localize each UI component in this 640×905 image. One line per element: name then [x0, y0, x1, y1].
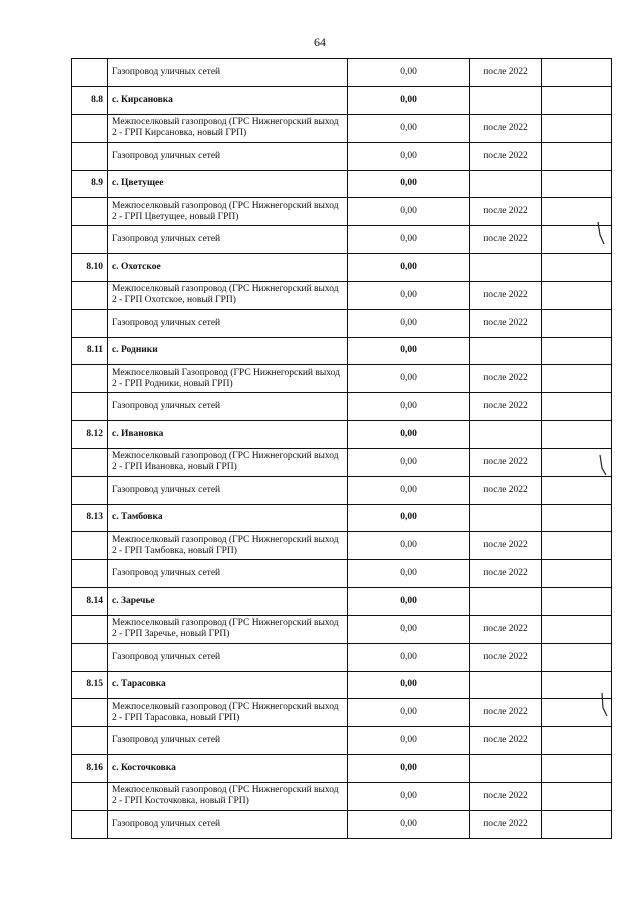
- row-name: Газопровод уличных сетей: [108, 727, 348, 755]
- row-empty-cell: [542, 699, 612, 727]
- row-value: 0,00: [348, 810, 470, 838]
- row-empty-cell: [542, 254, 612, 282]
- row-empty-cell: [542, 448, 612, 476]
- row-name: Межпоселковый Газопровод (ГРС Нижнегорский выход 2 - ГРП Родники, новый ГРП): [108, 365, 348, 393]
- row-number: 8.11: [72, 337, 108, 365]
- row-value: 0,00: [348, 504, 470, 532]
- table-row: [72, 59, 612, 87]
- row-value: 0,00: [348, 170, 470, 198]
- row-name: Межпоселковый газопровод (ГРС Нижнегорский выход 2 - ГРП Цветущее, новый ГРП): [108, 198, 348, 226]
- table-body: [72, 59, 612, 839]
- row-name: с. Ивановка: [108, 421, 348, 449]
- row-name: Газопровод уличных сетей: [108, 810, 348, 838]
- row-value: 0,00: [348, 588, 470, 616]
- row-number: [72, 226, 108, 254]
- row-value: 0,00: [348, 671, 470, 699]
- row-term: после 2022: [470, 226, 542, 254]
- table-row: [72, 476, 612, 504]
- row-name: Межпоселковый газопровод (ГРС Нижнегорский выход 2 - ГРП Косточковка, новый ГРП): [108, 782, 348, 810]
- row-empty-cell: [542, 365, 612, 393]
- row-term: после 2022: [470, 560, 542, 588]
- row-empty-cell: [542, 226, 612, 254]
- table-row: [72, 699, 612, 727]
- row-value: 0,00: [348, 560, 470, 588]
- table-row: [72, 393, 612, 421]
- row-term: [470, 504, 542, 532]
- row-number: [72, 532, 108, 560]
- section-row: [72, 755, 612, 783]
- table-row: [72, 142, 612, 170]
- row-term: [470, 421, 542, 449]
- table-row: [72, 226, 612, 254]
- row-empty-cell: [542, 309, 612, 337]
- row-value: 0,00: [348, 532, 470, 560]
- row-term: после 2022: [470, 281, 542, 309]
- row-term: [470, 87, 542, 115]
- row-value: 0,00: [348, 755, 470, 783]
- row-term: [470, 170, 542, 198]
- row-value: 0,00: [348, 114, 470, 142]
- table-row: [72, 114, 612, 142]
- row-number: [72, 615, 108, 643]
- row-empty-cell: [542, 476, 612, 504]
- row-number: 8.15: [72, 671, 108, 699]
- row-value: 0,00: [348, 782, 470, 810]
- row-term: после 2022: [470, 699, 542, 727]
- row-empty-cell: [542, 643, 612, 671]
- row-number: [72, 114, 108, 142]
- row-term: [470, 337, 542, 365]
- row-number: 8.16: [72, 755, 108, 783]
- row-empty-cell: [542, 114, 612, 142]
- row-term: [470, 254, 542, 282]
- row-name: Межпоселковый газопровод (ГРС Нижнегорский выход 2 - ГРП Кирсановка, новый ГРП): [108, 114, 348, 142]
- row-number: [72, 142, 108, 170]
- row-value: 0,00: [348, 476, 470, 504]
- row-term: после 2022: [470, 142, 542, 170]
- row-value: 0,00: [348, 87, 470, 115]
- row-number: 8.10: [72, 254, 108, 282]
- section-row: [72, 254, 612, 282]
- row-term: после 2022: [470, 309, 542, 337]
- row-value: 0,00: [348, 226, 470, 254]
- row-number: [72, 699, 108, 727]
- row-empty-cell: [542, 504, 612, 532]
- table-row: [72, 532, 612, 560]
- row-value: 0,00: [348, 393, 470, 421]
- row-name: с. Кирсановка: [108, 87, 348, 115]
- row-name: Межпоселковый газопровод (ГРС Нижнегорский выход 2 - ГРП Охотское, новый ГРП): [108, 281, 348, 309]
- table-row: [72, 448, 612, 476]
- row-number: [72, 476, 108, 504]
- row-number: [72, 782, 108, 810]
- row-term: после 2022: [470, 114, 542, 142]
- row-value: 0,00: [348, 142, 470, 170]
- table-row: [72, 560, 612, 588]
- row-empty-cell: [542, 782, 612, 810]
- row-name: Газопровод уличных сетей: [108, 142, 348, 170]
- row-number: 8.14: [72, 588, 108, 616]
- row-term: после 2022: [470, 365, 542, 393]
- page-number: 64: [314, 35, 326, 49]
- row-name: Газопровод уличных сетей: [108, 560, 348, 588]
- table-row: [72, 615, 612, 643]
- row-number: [72, 643, 108, 671]
- row-number: [72, 727, 108, 755]
- row-value: 0,00: [348, 421, 470, 449]
- row-name: Газопровод уличных сетей: [108, 476, 348, 504]
- row-name: Газопровод уличных сетей: [108, 643, 348, 671]
- row-empty-cell: [542, 87, 612, 115]
- table-row: [72, 810, 612, 838]
- row-term: [470, 755, 542, 783]
- row-name: с. Охотское: [108, 254, 348, 282]
- row-value: 0,00: [348, 337, 470, 365]
- row-number: 8.8: [72, 87, 108, 115]
- gas-pipeline-table: [71, 58, 612, 839]
- row-empty-cell: [542, 560, 612, 588]
- row-term: после 2022: [470, 615, 542, 643]
- section-row: [72, 588, 612, 616]
- row-term: после 2022: [470, 198, 542, 226]
- row-empty-cell: [542, 671, 612, 699]
- table-row: [72, 281, 612, 309]
- section-row: [72, 337, 612, 365]
- row-empty-cell: [542, 142, 612, 170]
- row-number: [72, 309, 108, 337]
- row-term: после 2022: [470, 476, 542, 504]
- row-empty-cell: [542, 532, 612, 560]
- row-empty-cell: [542, 393, 612, 421]
- row-term: после 2022: [470, 643, 542, 671]
- row-value: 0,00: [348, 365, 470, 393]
- table-row: [72, 643, 612, 671]
- row-empty-cell: [542, 755, 612, 783]
- row-empty-cell: [542, 615, 612, 643]
- row-name: Межпоселковый газопровод (ГРС Нижнегорский выход 2 - ГРП Заречье, новый ГРП): [108, 615, 348, 643]
- row-term: после 2022: [470, 727, 542, 755]
- row-term: [470, 671, 542, 699]
- row-name: с. Тамбовка: [108, 504, 348, 532]
- row-number: [72, 198, 108, 226]
- row-name: с. Цветущее: [108, 170, 348, 198]
- row-name: с. Родники: [108, 337, 348, 365]
- row-term: после 2022: [470, 810, 542, 838]
- row-value: 0,00: [348, 309, 470, 337]
- row-value: 0,00: [348, 643, 470, 671]
- row-value: 0,00: [348, 699, 470, 727]
- row-name: Газопровод уличных сетей: [108, 59, 348, 87]
- row-empty-cell: [542, 810, 612, 838]
- row-empty-cell: [542, 337, 612, 365]
- row-name: Газопровод уличных сетей: [108, 226, 348, 254]
- row-value: 0,00: [348, 254, 470, 282]
- row-name: с. Заречье: [108, 588, 348, 616]
- row-value: 0,00: [348, 615, 470, 643]
- section-row: [72, 87, 612, 115]
- table-row: [72, 309, 612, 337]
- row-name: Межпоселковый газопровод (ГРС Нижнегорский выход 2 - ГРП Тарасовка, новый ГРП): [108, 699, 348, 727]
- row-value: 0,00: [348, 198, 470, 226]
- row-term: после 2022: [470, 393, 542, 421]
- row-number: 8.13: [72, 504, 108, 532]
- row-number: [72, 448, 108, 476]
- row-number: [72, 393, 108, 421]
- row-value: 0,00: [348, 727, 470, 755]
- row-name: с. Косточковка: [108, 755, 348, 783]
- row-value: 0,00: [348, 281, 470, 309]
- row-name: Межпоселковый газопровод (ГРС Нижнегорский выход 2 - ГРП Тамбовка, новый ГРП): [108, 532, 348, 560]
- section-row: [72, 421, 612, 449]
- row-number: 8.12: [72, 421, 108, 449]
- table-row: [72, 198, 612, 226]
- row-empty-cell: [542, 170, 612, 198]
- table-row: [72, 782, 612, 810]
- row-name: с. Тарасовка: [108, 671, 348, 699]
- row-empty-cell: [542, 588, 612, 616]
- row-term: [470, 588, 542, 616]
- section-row: [72, 671, 612, 699]
- row-number: [72, 281, 108, 309]
- row-number: [72, 560, 108, 588]
- row-empty-cell: [542, 421, 612, 449]
- section-row: [72, 504, 612, 532]
- row-name: Газопровод уличных сетей: [108, 309, 348, 337]
- row-value: 0,00: [348, 59, 470, 87]
- row-name: Межпоселковый газопровод (ГРС Нижнегорский выход 2 - ГРП Ивановка, новый ГРП): [108, 448, 348, 476]
- row-empty-cell: [542, 727, 612, 755]
- row-number: [72, 59, 108, 87]
- table-row: [72, 365, 612, 393]
- row-number: [72, 810, 108, 838]
- row-empty-cell: [542, 198, 612, 226]
- row-number: [72, 365, 108, 393]
- row-number: 8.9: [72, 170, 108, 198]
- row-term: после 2022: [470, 59, 542, 87]
- row-term: после 2022: [470, 448, 542, 476]
- row-empty-cell: [542, 59, 612, 87]
- table-row: [72, 727, 612, 755]
- row-term: после 2022: [470, 782, 542, 810]
- row-term: после 2022: [470, 532, 542, 560]
- row-value: 0,00: [348, 448, 470, 476]
- row-empty-cell: [542, 281, 612, 309]
- section-row: [72, 170, 612, 198]
- row-name: Газопровод уличных сетей: [108, 393, 348, 421]
